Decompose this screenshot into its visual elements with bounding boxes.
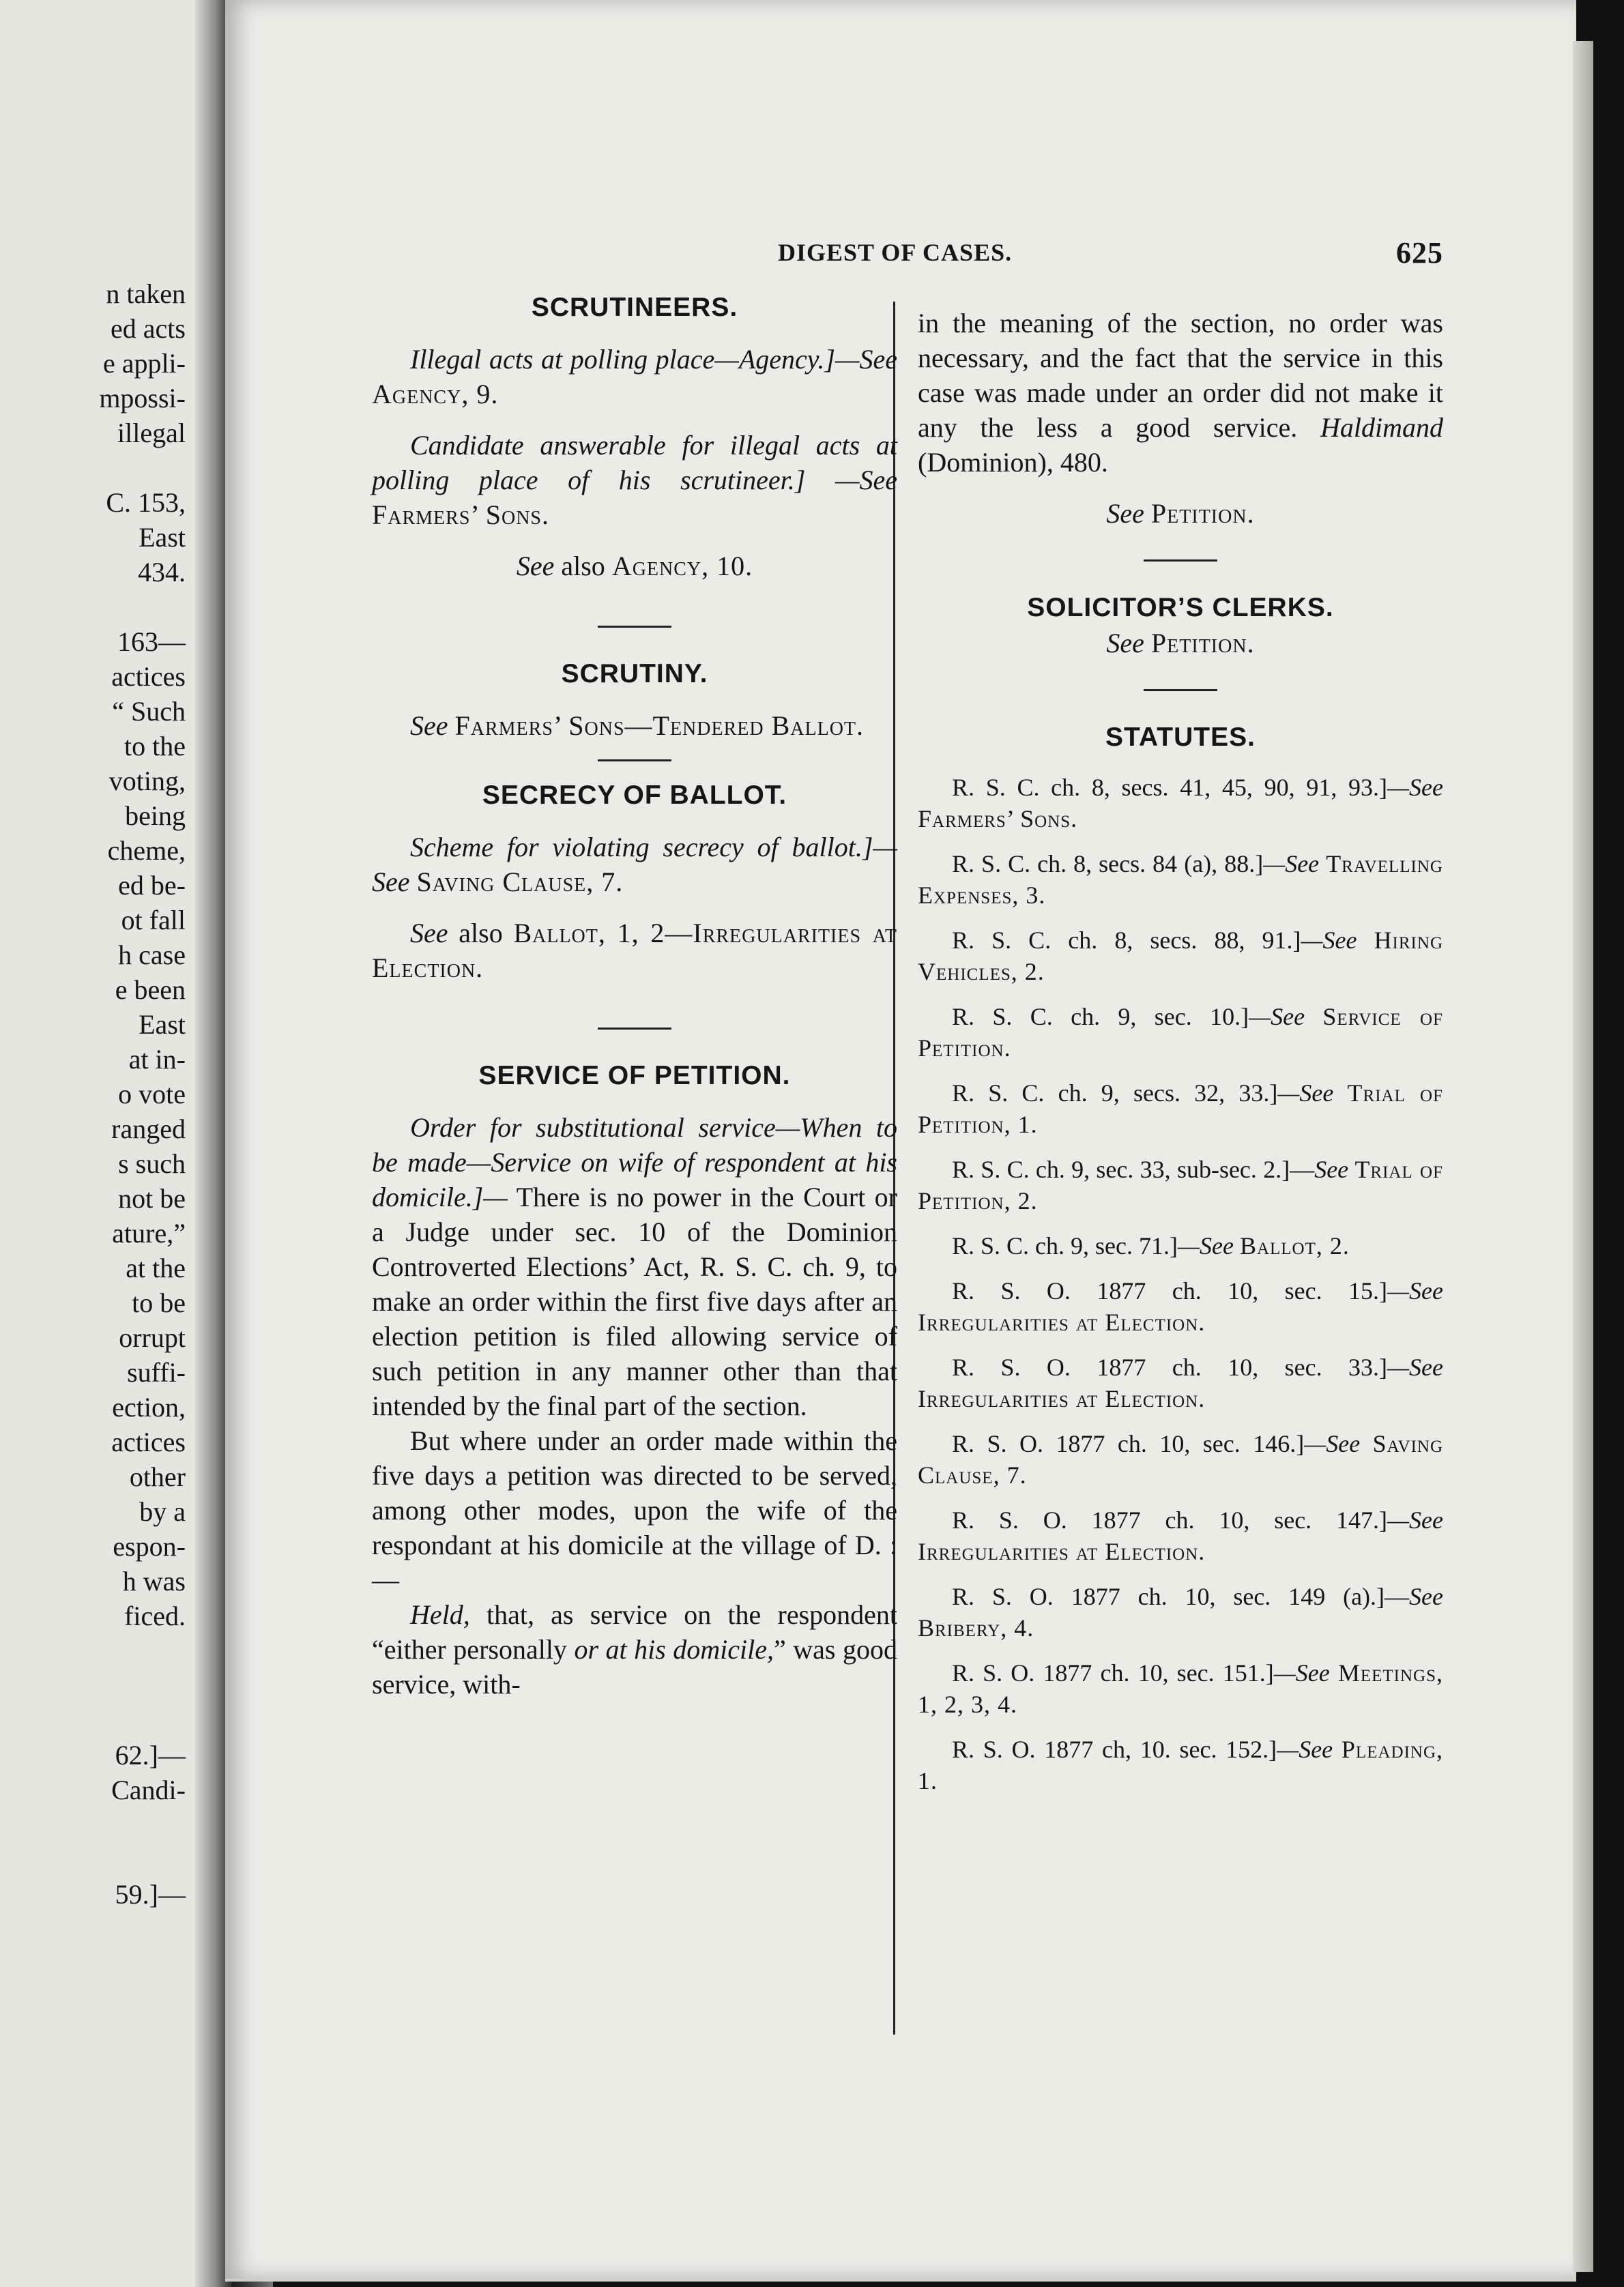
cross-reference: Agency, 9. — [372, 379, 499, 409]
statute-citation: R. S. O. 1877 ch. 10, sec. 146.] — [952, 1430, 1305, 1457]
statute-entry — [918, 1352, 1443, 1414]
see-label: —See — [835, 465, 898, 495]
facing-page-line — [0, 589, 186, 624]
statute-citation: R. S. C. ch. 9, secs. 32, 33.] — [952, 1079, 1278, 1107]
see-label: —See — [1387, 1277, 1443, 1305]
facing-page-line: 62.]— — [115, 1740, 186, 1771]
statute-entry — [918, 1077, 1443, 1140]
facing-page-line — [0, 1703, 186, 1738]
entry-scrutineers-see-also — [372, 549, 897, 583]
statute-citation: R. S. C. ch. 8, secs. 41, 45, 90, 91, 93.] — [952, 774, 1388, 801]
see-label: —See — [372, 832, 897, 897]
facing-page-line — [0, 450, 186, 485]
see-also-text: also — [561, 551, 605, 581]
statute-citation: R. S. O. 1877 ch. 10, sec. 149 (a).]— — [952, 1583, 1410, 1610]
facing-page-line: to the — [124, 731, 186, 761]
heading-solicitors-clerks: SOLICITOR’S CLERKS. — [1027, 593, 1334, 622]
facing-page-line: voting, — [108, 766, 186, 796]
facing-page-line: s such — [118, 1148, 186, 1179]
cross-reference: Trial of Petition, 2. — [918, 1156, 1443, 1214]
facing-page-line: ed acts — [111, 313, 186, 344]
see-label: —See — [1387, 1354, 1443, 1381]
entry-title: Scheme for violating secrecy of ballot.] — [410, 832, 873, 862]
statute-entry — [918, 848, 1443, 911]
facing-page-line: o vote — [118, 1079, 186, 1109]
heading-scrutineers: SCRUTINEERS. — [531, 293, 738, 322]
see-label: See — [1314, 1156, 1349, 1183]
statute-citation: R. S. O. 1877 ch. 10, sec. 15.] — [952, 1277, 1388, 1305]
facing-page-line: ot fall — [121, 905, 186, 935]
entry-title: Illegal acts at polling place—Agency.] — [410, 344, 835, 375]
see-label: —See — [1387, 774, 1443, 801]
facing-page-line: n taken — [106, 278, 186, 309]
see-label: —See — [1277, 1736, 1333, 1763]
cross-reference: Saving Clause, 7. — [918, 1430, 1443, 1489]
cross-reference: Pleading, 1. — [918, 1736, 1444, 1794]
cross-reference: Farmers’ Sons—Tendered Ballot. — [454, 710, 865, 741]
statute-entry — [918, 1581, 1443, 1644]
cross-reference: Farmers’ Sons. — [372, 499, 550, 530]
heading-secrecy-of-ballot: SECRECY OF BALLOT. — [482, 781, 787, 810]
facing-page-line: 163— — [117, 626, 186, 657]
case-citation: (Dominion), 480. — [918, 447, 1108, 478]
facing-page-line — [0, 1807, 186, 1842]
statute-entry — [918, 1275, 1443, 1338]
facing-page-line: to be — [132, 1287, 186, 1318]
facing-page-line — [0, 1633, 186, 1668]
see-label: —See — [1249, 1003, 1305, 1030]
cross-reference: Ballot, 1, 2—Irregularities at Election. — [372, 918, 897, 983]
page-number: 625 — [1396, 236, 1443, 270]
facing-page-line: ranged — [111, 1113, 186, 1144]
statute-citation: R. S. C. ch. 8, secs. 88, 91.] — [952, 927, 1301, 954]
facing-page-line: East — [139, 1009, 186, 1040]
cross-reference: Trial of Petition, 1. — [918, 1079, 1443, 1138]
see-label: —See — [1277, 1079, 1334, 1107]
right-column — [918, 306, 1443, 1810]
entry-service-held — [372, 1597, 897, 1702]
heading-service-of-petition: SERVICE OF PETITION. — [478, 1061, 791, 1090]
entry-secrecy-see-also — [372, 916, 897, 985]
entry-scrutineers-candidate — [372, 428, 897, 532]
cross-reference: Farmers’ Sons. — [918, 805, 1078, 832]
facing-page-line: being — [125, 800, 186, 831]
facing-page-line: ficed. — [124, 1601, 186, 1631]
cross-reference: Hiring Vehicles, 2. — [918, 927, 1443, 985]
see-label: See — [516, 551, 555, 581]
facing-page-line: illegal — [117, 418, 186, 448]
facing-page-line: at in- — [128, 1044, 186, 1075]
see-label: —See — [1301, 927, 1357, 954]
cross-reference: Irregularities at Election. — [918, 1309, 1206, 1336]
facing-page-line: h case — [118, 939, 186, 970]
statute-citation: R. S. O. 1877 ch. 10, sec. 33.] — [952, 1354, 1388, 1381]
see-label: See — [1106, 628, 1144, 658]
case-name: Haldimand — [1320, 412, 1444, 443]
see-also-text: also — [459, 918, 503, 948]
facing-page-text — [0, 276, 186, 1912]
cross-reference: Ballot, 2. — [1239, 1232, 1350, 1259]
entry-service-para2: But where under an order made within the five days a petition was directed to be served, among other modes, upon the wife of the respondant at his domicile at the village of D. :— — [372, 1425, 897, 1595]
facing-page-line: by a — [139, 1496, 186, 1527]
facing-page-line: C. 153, — [106, 487, 186, 518]
continuation-text: in the meaning of the section, no order was necessary, and the fact that the service in this case was made under an order did not make it any the less a good service. — [918, 308, 1443, 443]
facing-page-line: e been — [115, 974, 186, 1005]
statute-entry — [918, 1001, 1443, 1064]
see-label: See — [1106, 498, 1144, 529]
see-label: —See — [1387, 1506, 1443, 1534]
statute-entry — [918, 1504, 1443, 1567]
cross-reference: Service of Petition. — [918, 1003, 1444, 1062]
statute-entry — [918, 1428, 1443, 1491]
see-label: See — [410, 918, 448, 948]
entry-title: Order for substitutional service—When to be made—Service on wife of respondent at his domicile.]— — [372, 1112, 897, 1212]
statute-entry — [918, 1657, 1443, 1720]
heading-scrutiny: SCRUTINY. — [561, 659, 708, 688]
see-label: See — [410, 710, 448, 741]
facing-page-line: not be — [118, 1183, 186, 1214]
entry-scrutiny — [372, 708, 897, 743]
heading-statutes: STATUTES. — [1105, 723, 1256, 752]
entry-secrecy-scheme — [372, 830, 897, 899]
entry-body: There is no power in the Court or a Judge under sec. 10 of the Dominion Controverted Elections’ Act, R. S. C. ch. 9, to make an order within the first five days after an election petition is filed allowing service of such petition in any manner other than that intended by the final part of the section. — [372, 1182, 897, 1421]
cross-reference: Irregularities at Election. — [918, 1538, 1206, 1565]
facing-page-line: ature,” — [112, 1218, 186, 1249]
facing-page-line: 59.]— — [115, 1879, 186, 1910]
statute-citation: R. S. O. 1877 ch, 10. sec. 152.] — [952, 1736, 1277, 1763]
page-edge — [1573, 41, 1593, 2272]
held-label: Held, — [410, 1599, 470, 1630]
statute-citation: R. S. C. ch. 9, sec. 10.] — [952, 1003, 1249, 1030]
facing-page-line: cheme, — [107, 835, 186, 866]
see-label: See — [1409, 1583, 1443, 1610]
entry-service-continuation — [918, 306, 1443, 480]
held-text: that, as service on the respondent “either personally — [372, 1599, 898, 1665]
statute-citation: R. S. C. ch. 9, sec. 33, sub-sec. 2.]— — [952, 1156, 1315, 1183]
facing-page-line — [0, 1842, 186, 1877]
statute-citation: R. S. O. 1877 ch. 10, sec. 147.] — [952, 1506, 1388, 1534]
facing-page-line: actices — [111, 661, 186, 692]
facing-page-line: Candi- — [111, 1775, 186, 1805]
cross-reference: Saving Clause, 7. — [416, 866, 624, 897]
see-label: —See — [1177, 1232, 1234, 1259]
left-column — [372, 290, 897, 1702]
facing-page-line: h was — [122, 1566, 186, 1597]
facing-page-line: 434. — [138, 557, 186, 587]
facing-page-line: espon- — [113, 1531, 186, 1562]
see-label: —See — [1273, 1659, 1330, 1687]
facing-page-line: at the — [126, 1253, 186, 1283]
statute-citation: R. S. O. 1877 ch. 10, sec. 151.] — [952, 1659, 1274, 1687]
held-italic: or at his domicile, — [574, 1634, 774, 1665]
facing-page-line: suffi- — [127, 1357, 186, 1388]
see-label: —See — [1263, 850, 1320, 877]
entry-scrutineers-agency — [372, 342, 897, 411]
cross-reference: Travelling Expenses, 3. — [918, 850, 1443, 909]
statute-entry — [918, 772, 1443, 834]
entry-solicitors-see — [918, 626, 1443, 660]
facing-page-line: actices — [111, 1427, 186, 1457]
cross-reference: Agency, 10. — [611, 551, 753, 581]
held-text-end: ” was good service, with- — [372, 1634, 897, 1700]
entry-service-title — [372, 1110, 897, 1423]
see-label: —See — [835, 344, 897, 375]
entry-see-petition — [918, 496, 1443, 531]
cross-reference: Meetings, 1, 2, 3, 4. — [918, 1659, 1444, 1718]
cross-reference: Bribery, 4. — [918, 1614, 1034, 1642]
running-title: DIGEST OF CASES. — [778, 239, 1013, 266]
facing-page-line: orrupt — [119, 1322, 186, 1353]
statute-entry — [918, 1230, 1443, 1262]
statute-entry — [918, 1154, 1443, 1217]
cross-reference: Irregularities at Election. — [918, 1385, 1206, 1412]
facing-page-line: “ Such — [112, 696, 186, 727]
see-label: —See — [1304, 1430, 1361, 1457]
statute-entry — [918, 1734, 1443, 1796]
cross-reference: Petition. — [1150, 498, 1255, 529]
statutes-list — [918, 772, 1443, 1796]
facing-page-line: mpossi- — [99, 383, 186, 413]
cross-reference: Petition. — [1150, 628, 1255, 658]
facing-page — [0, 0, 232, 2287]
facing-page-line: e appli- — [102, 348, 186, 379]
facing-page-line: other — [129, 1461, 186, 1492]
entry-title: Candidate answerable for illegal acts at polling place of his scrutineer.] — [372, 430, 897, 495]
facing-page-line: East — [139, 522, 186, 553]
statute-citation: R. S. C. ch. 8, secs. 84 (a), 88.] — [952, 850, 1264, 877]
statute-citation: R. S. C. ch. 9, sec. 71.] — [952, 1232, 1178, 1259]
facing-page-line: ection, — [112, 1392, 186, 1423]
facing-page-line: ed be- — [118, 870, 186, 901]
running-header — [778, 235, 1443, 270]
statute-entry — [918, 924, 1443, 987]
facing-page-line — [0, 1668, 186, 1703]
